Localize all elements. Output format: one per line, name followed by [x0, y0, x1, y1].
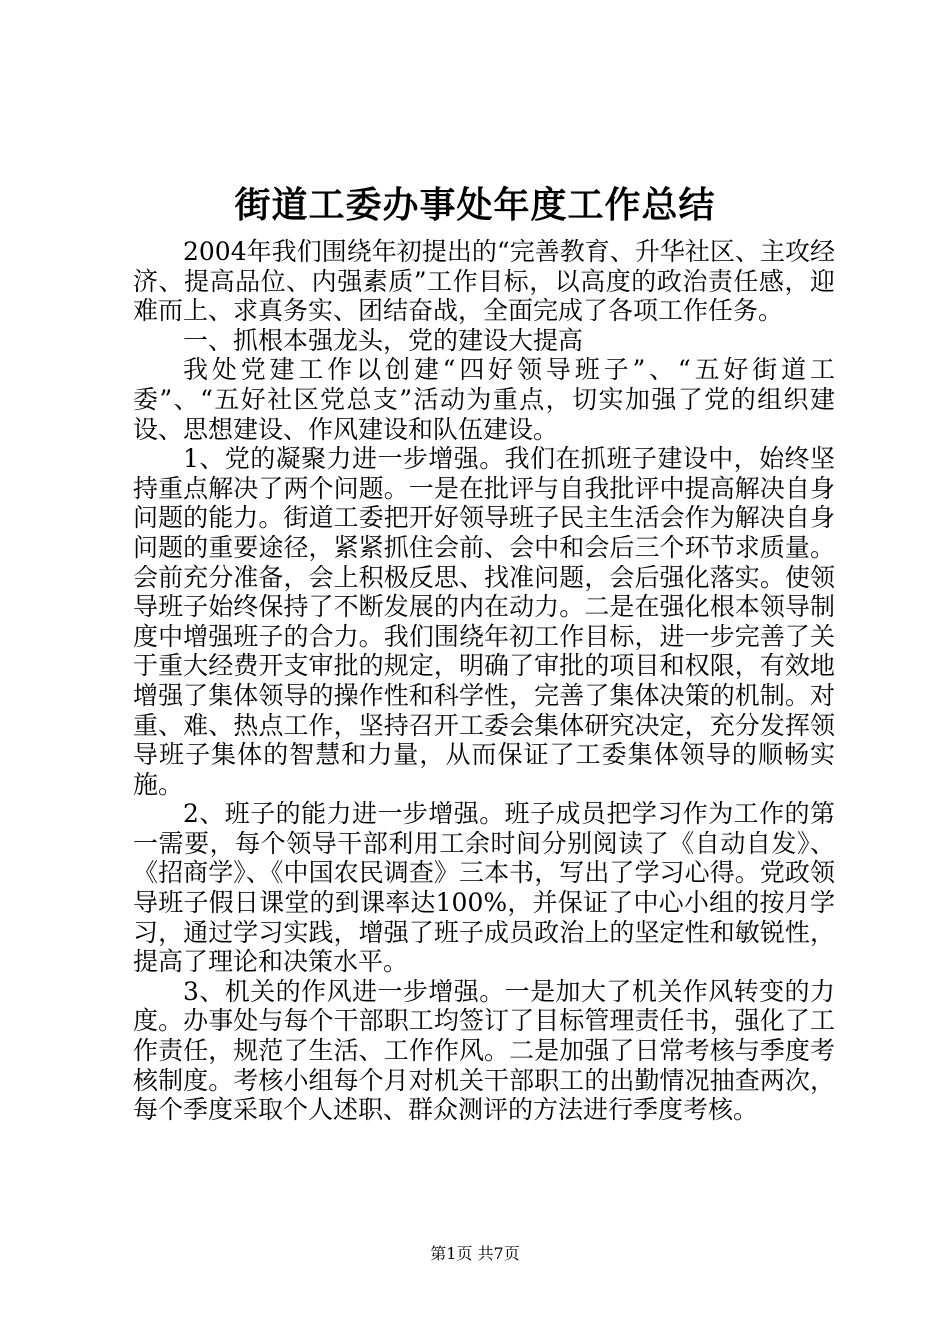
- paragraph-cohesion: 1、党的凝聚力进一步增强。我们在抓班子建设中，始终坚持重点解决了两个问题。一是在批评与自我批评中提高解决自身问题的能力。街道工委把开好领导班子民主生活会作为解决自身问题的重要途径，紧紧抓住会前、会中和会后三个环节求质量。会前充分准备，会上积极反思、找准问题，会后强化落实。使领导班子始终保持了不断发展的内在动力。二是在强化根本领导制度中增强班子的合力。我们围绕年初工作目标，进一步完善了关于重大经费开支审批的规定，明确了审批的项目和权限，有效地增强了集体领导的操作性和科学性，完善了集体决策的机制。对重、难、热点工作，坚持召开工委会集体研究决定，充分发挥领导班子集体的智慧和力量，从而保证了工委集体领导的顺畅实施。: [133, 444, 835, 799]
- paragraph-team-ability: 2、班子的能力进一步增强。班子成员把学习作为工作的第一需要，每个领导干部利用工余时间分别阅读了《自动自发》、《招商学》、《中国农民调查》三本书，写出了学习心得。党政领导班子假日课堂的到课率达100%，并保证了中心小组的按月学习，通过学习实践，增强了班子成员政治上的坚定性和敏锐性，提高了理论和决策水平。: [133, 799, 835, 977]
- page-number-footer: 第1页 共7页: [430, 1244, 520, 1263]
- document-title: 街道工委办事处年度工作总结: [234, 184, 716, 226]
- paragraph-party-building-summary: 我处党建工作以创建“四好领导班子”、“五好街道工委”、“五好社区党总支”活动为重点，切实加强了党的组织建设、思想建设、作风建设和队伍建设。: [133, 355, 835, 444]
- section-heading-party-building: 一、抓根本强龙头，党的建设大提高: [183, 325, 584, 355]
- paragraph-intro: 2004年我们围绕年初提出的“完善教育、升华社区、主攻经济、提高品位、内强素质”工作目标，以高度的政治责任感，迎难而上、求真务实、团结奋战，全面完成了各项工作任务。: [133, 237, 835, 326]
- paragraph-organ-style: 3、机关的作风进一步增强。一是加大了机关作风转变的力度。办事处与每个干部职工均签订了目标管理责任书，强化了工作责任，规范了生活、工作作风。二是加强了日常考核与季度考核制度。考核小组每个月对机关干部职工的出勤情况抽查两次，每个季度采取个人述职、群众测评的方法进行季度考核。: [133, 976, 835, 1125]
- document-body: [133, 237, 835, 1125]
